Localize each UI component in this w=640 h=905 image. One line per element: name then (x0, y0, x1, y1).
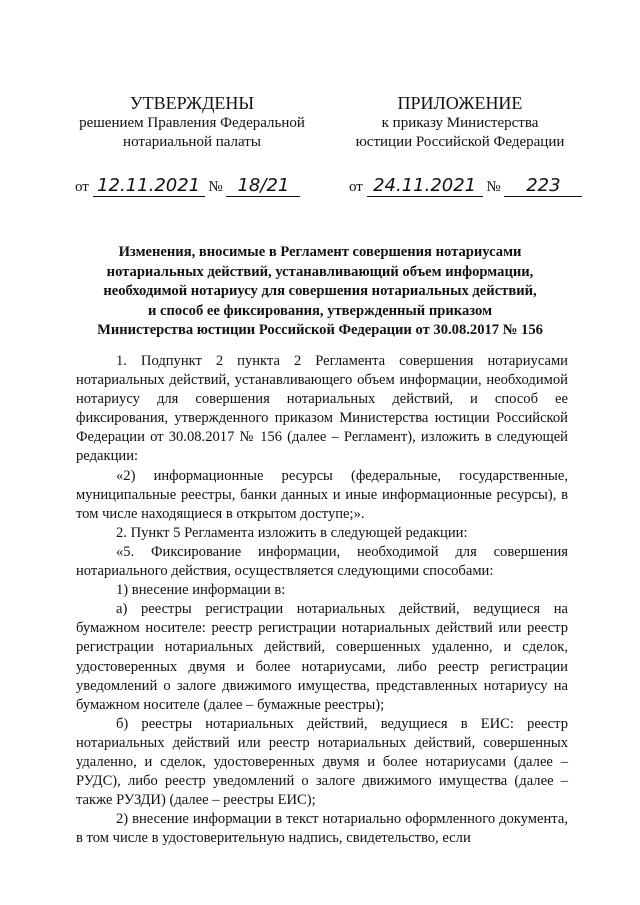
paragraph: а) реестры регистрации нотариальных действий, ведущиеся на бумажном носителе: реестр регистрации нотариальных действий или реестр регистрации нотариальных действий, совершенных удаленно, и сделок, удостоверенных двумя и более нотариусами, либо реестр регистрации уведомлений о залоге движимого имущества, представленных нотариусу на бумажном носителе (далее – бумажные реестры); (76, 601, 568, 713)
order-date-line (349, 176, 582, 197)
number-label: № (208, 179, 223, 195)
paragraph: б) реестры нотариальных действий, ведущиеся в ЕИС: реестр нотариальных действий или реестр нотариальных действий, совершенных удаленно, и сделок, удостоверенных двумя и более нотариусами (далее – РУДС), либо реестр уведомлений о залоге движимого имущества (далее – также РУЗДИ) (далее – реестры ЕИС); (76, 715, 568, 809)
title-line: Министерства юстиции Российской Федерации от 30.08.2017 № 156 (97, 322, 543, 338)
title-line: Изменения, вносимые в Регламент совершения нотариусами (118, 244, 522, 260)
approval-line-2: нотариальной палаты (123, 134, 261, 150)
date-prefix: от (349, 179, 363, 195)
appendix-line-2: юстиции Российской Федерации (355, 134, 565, 150)
paragraph: 1. Подпункт 2 пункта 2 Регламента совершения нотариусами нотариальных действий, устанавливающего объем информации, необходимой нотариусу для совершения нотариальных действий, и способ ее фиксирования, утвержденного приказом Министерства юстиции Российской Федерации от 30.08.2017 № 156 (далее – Регламент), изложить в следующей редакции: (76, 353, 568, 465)
appendix-header (345, 92, 575, 152)
appendix-line-1: к приказу Министерства (381, 115, 539, 131)
date-prefix: от (75, 179, 89, 195)
document-title (60, 243, 580, 341)
title-line: нотариальных действий, устанавливающий объем информации, (106, 263, 534, 280)
number-label: № (486, 179, 501, 195)
paragraph: 2. Пункт 5 Регламента изложить в следующей редакции: (116, 524, 468, 541)
title-line: необходимой нотариусу для совершения нотариальных действий, (103, 283, 537, 299)
document-body (76, 352, 568, 848)
order-number-handwritten: 223 (504, 176, 582, 197)
approval-title: УТВЕРЖДЕНЫ (129, 93, 255, 113)
paragraph: «2) информационные ресурсы (федеральные, государственные, муниципальные реестры, банки данных и иные информационные ресурсы), в том числе находящиеся в открытом доступе;». (76, 467, 568, 522)
title-line: и способ ее фиксирования, утвержденный приказом (147, 302, 493, 319)
paragraph: 2) внесение информации в текст нотариально оформленного документа, в том числе в удостоверительную надпись, свидетельство, если (76, 811, 568, 847)
approval-number-handwritten: 18/21 (226, 176, 300, 197)
paragraph: 1) внесение информации в: (116, 582, 286, 599)
approval-header (72, 92, 312, 152)
approval-line-1: решением Правления Федеральной (79, 115, 305, 131)
order-date-handwritten: 24.11.2021 (367, 176, 483, 197)
approval-date-line (75, 176, 300, 197)
approval-date-handwritten: 12.11.2021 (93, 176, 205, 197)
appendix-title: ПРИЛОЖЕНИЕ (397, 93, 523, 113)
paragraph: «5. Фиксирование информации, необходимой для совершения нотариального действия, осуществляется следующими способами: (76, 543, 568, 580)
